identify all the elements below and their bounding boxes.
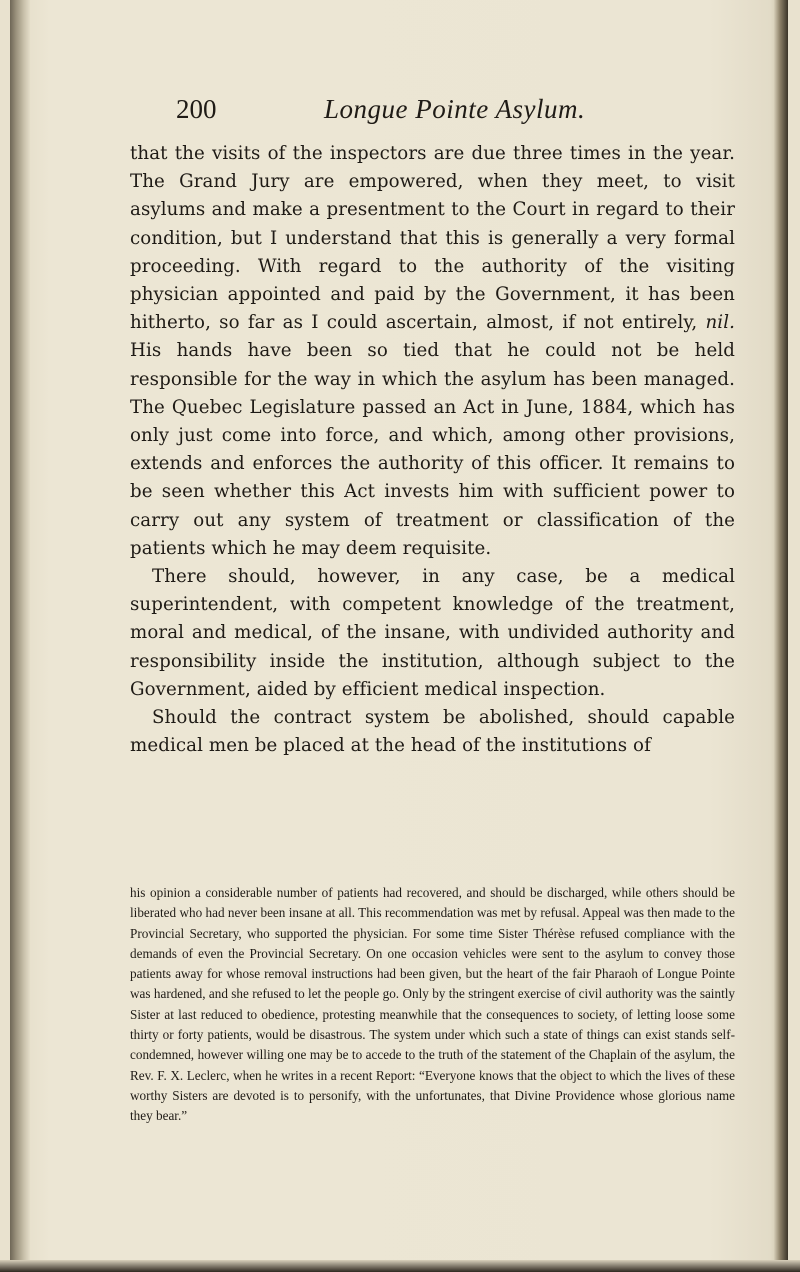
paragraph-1-emphasis: nil. bbox=[705, 312, 735, 334]
book-page bbox=[10, 0, 788, 1268]
paragraph-1-end: His hands have been so tied that he could not be held responsible for the way in which the asylum has been managed. The Quebec Legislature passed an Act in June, 1884, which has only just come into force, and which, among other provisions, extends and enforces the authority of this officer. It remains to be seen whether this Act invests him with sufficient power to carry out any system of treatment or classification of the patients which he may deem requisite. bbox=[130, 340, 735, 559]
page-bottom-edge bbox=[0, 1260, 800, 1272]
paragraph-1-start: that the visits of the inspectors are due three times in the year. The Grand Jury are empowered, when they meet, to visit asylums and make a presentment to the Court in regard to their condition, but I understand that this is generally a very formal proceeding. With regard to the authority of the visiting physician appointed and paid by the Government, it has been hitherto, so far as I could ascertain, almost, if not entirely, bbox=[130, 143, 735, 334]
paragraph-continued bbox=[130, 140, 735, 563]
page-edge bbox=[774, 0, 788, 1272]
paragraph-3: Should the contract system be abolished, should capable medical men be placed at the head of the institutions of bbox=[130, 707, 735, 757]
main-text bbox=[130, 140, 735, 760]
paragraph-2: There should, however, in any case, be a medical superintendent, with competent knowledge of the treatment, moral and medical, of the insane, with undivided authority and responsibility inside the institution, although subject to the Government, aided by efficient medical inspection. bbox=[130, 566, 735, 700]
page-binding-shadow bbox=[10, 0, 30, 1272]
page-number: 200 bbox=[176, 94, 217, 124]
footnote bbox=[130, 883, 735, 1127]
footnote-text: his opinion a considerable number of patients had recovered, and should be discharged, while others should be liberated who had never been insane at all. This recommendation was met by refusal. Appeal was then made to the Provincial Secretary, who supported the physician. For some time Sister Thérèse refused compliance with the demands of even the Provincial Secretary. On one occasion vehicles were sent to the asylum to convey those patients away for whose removal instructions had been given, but the heart of the fair Pharaoh of Longue Pointe was hardened, and she refused to let the people go. Only by the stringent exercise of civil authority was the saintly Sister at last reduced to obedience, protesting meanwhile that the consequences to society, of letting loose some thirty or forty patients, would be disastrous. The system under which such a state of things can exist stands self-condemned, however willing one may be to accede to the truth of the statement of the Chaplain of the asylum, the Rev. F. X. Leclerc, when he writes in a recent Report: “Everyone knows that the object to which the lives of these worthy Sisters are devoted is to personify, with the unfortunates, that Divine Providence whose glorious name they bear.” bbox=[130, 885, 735, 1124]
page-header bbox=[176, 94, 736, 128]
running-title: Longue Pointe Asylum. bbox=[324, 94, 586, 124]
